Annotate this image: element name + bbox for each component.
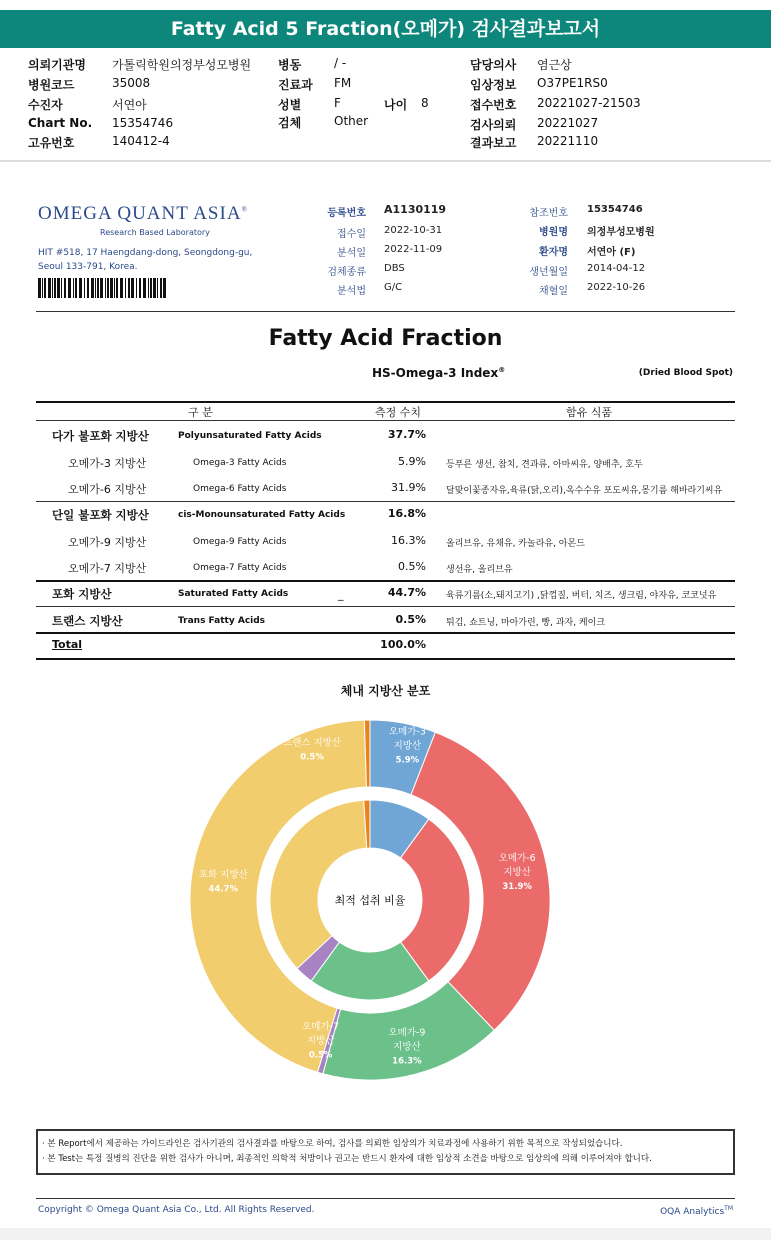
barcode-bar — [148, 278, 149, 298]
row-value: 16.3% — [391, 534, 426, 547]
age-label: 나이 — [384, 98, 408, 112]
donut-label-4: 포화 지방산 — [198, 869, 248, 881]
oqa-text: OQA Analytics — [660, 1207, 725, 1217]
recv-date-value: 2022-10-31 — [384, 225, 443, 236]
method-label: 분석법 — [337, 286, 366, 297]
barcode-bar — [38, 278, 41, 298]
receipt-value: 20221027-21503 — [537, 96, 641, 110]
lab-name: OMEGA QUANT ASIA — [38, 203, 242, 224]
clinical-label: 임상정보 — [470, 78, 517, 92]
oqa-analytics — [660, 1205, 733, 1217]
spec-type-value: DBS — [384, 263, 405, 274]
row-food: 등푸른 생선, 참치, 견과류, 아마씨유, 양배추, 호두 — [446, 460, 643, 470]
lab-reg-mark: ® — [241, 205, 248, 214]
lab-address-line2: Seoul 133-791, Korea. — [38, 262, 138, 272]
row-food: 생선유, 올리브유 — [446, 565, 513, 575]
table-header-rule — [36, 420, 735, 421]
barcode-bar — [52, 278, 53, 298]
row-value: 0.5% — [395, 613, 426, 626]
disclaimer-box — [36, 1129, 735, 1175]
bottom-band — [0, 1228, 771, 1240]
spec-type-label: 검체종류 — [327, 267, 366, 278]
row-category-ko: 단일 불포화 지방산 — [52, 508, 149, 522]
row-category-en: Polyunsaturated Fatty Acids — [178, 431, 322, 441]
patient-value: 서연아 — [112, 98, 147, 112]
row-category-en: Omega-7 Fatty Acids — [193, 563, 287, 573]
patient-name-label: 환자명 — [539, 247, 568, 258]
barcode-bar — [143, 278, 146, 298]
row-category-ko: 포화 지방산 — [52, 587, 112, 601]
row-category-en: Omega-6 Fatty Acids — [193, 484, 287, 494]
row-rule — [36, 580, 735, 582]
chart-no-value: 15354746 — [112, 116, 174, 130]
specimen-label: 검체 — [278, 116, 302, 130]
draw-date-value: 2022-10-26 — [587, 282, 646, 293]
lab-address-line1: HIT #518, 17 Haengdang-dong, Seongdong-gu, — [38, 248, 253, 258]
row-value: 0.5% — [398, 560, 426, 573]
index-reg-mark: ® — [498, 366, 506, 374]
lab-logo — [38, 203, 248, 225]
age-value: 8 — [421, 96, 429, 110]
row-category-en: Saturated Fatty Acids — [178, 589, 289, 599]
barcode-bar — [95, 278, 96, 298]
col-food-header: 함유 식품 — [566, 406, 613, 419]
row-food: 육류기름(소,돼지고기) ,닭껍질, 버터, 치즈, 생크림, 야자유, 코코넛유 — [446, 591, 717, 601]
institution-label: 의뢰기관명 — [28, 58, 86, 72]
copyright: Copyright © Omega Quant Asia Co., Ltd. All Rights Reserved. — [38, 1205, 315, 1215]
barcode-bar — [125, 278, 126, 298]
donut-label-1: 지방산 — [503, 866, 531, 878]
request-value: 20221027 — [537, 116, 599, 130]
donut-center-label: 최적 섭취 비율 — [334, 894, 406, 907]
row-value: 31.9% — [391, 481, 426, 494]
reg-no-value: A1130119 — [384, 203, 447, 216]
sat-marker: _ — [338, 588, 344, 601]
donut-label-5: 0.5% — [300, 752, 324, 763]
fatty-acid-donut-chart — [170, 700, 570, 1100]
index-title-text: HS-Omega-3 Index — [372, 366, 499, 380]
barcode-bar — [107, 278, 109, 298]
donut-label-0: 5.9% — [395, 755, 420, 766]
row-category-ko: 오메가-3 지방산 — [68, 457, 147, 470]
report-title: Fatty Acid 5 Fraction(오메가) 검사결과보고서 — [0, 10, 771, 48]
barcode-bar — [120, 278, 123, 298]
disclaimer-line-1: · 본 Report에서 제공하는 가이드라인은 검사기관의 검사결과를 바탕으로 하여, 검사를 의뢰한 임상의가 치료과정에 사용하기 위한 목적으로 작성되었습니다. — [42, 1139, 623, 1149]
patient-name-value: 서연아 (F) — [587, 247, 636, 258]
barcode-bar — [157, 278, 158, 298]
col-category-header: 구 분 — [188, 406, 213, 419]
barcode-bar — [87, 278, 89, 298]
donut-label-4: 44.7% — [208, 884, 239, 895]
barcode-bar — [42, 278, 43, 298]
barcode-bar — [61, 278, 62, 298]
barcode-bar — [64, 278, 66, 298]
sex-label: 성별 — [278, 98, 302, 112]
barcode-bar — [128, 278, 130, 298]
barcode-bar — [73, 278, 74, 298]
method-value: G/C — [384, 282, 403, 293]
row-category-ko: 오메가-6 지방산 — [68, 483, 147, 496]
col-value-header: 측정 수치 — [375, 406, 422, 419]
row-category-ko: 트랜스 지방산 — [52, 614, 123, 628]
hospital-code-label: 병원코드 — [28, 78, 75, 92]
chart-title: 체내 지방산 분포 — [340, 684, 431, 698]
row-rule — [36, 501, 735, 502]
barcode-bar — [54, 278, 56, 298]
barcode-bar — [91, 278, 94, 298]
row-value: 37.7% — [387, 428, 426, 441]
doctor-value: 염근상 — [537, 58, 572, 72]
sex-value: F — [334, 96, 341, 110]
barcode-bar — [48, 278, 51, 298]
draw-date-label: 채혈일 — [539, 286, 568, 297]
donut-label-2: 오메가-9 — [388, 1027, 426, 1039]
donut-label-5: 트랜스 지방산 — [283, 737, 342, 749]
dept-label: 진료과 — [278, 78, 313, 92]
barcode-bar — [75, 278, 77, 298]
dbs-note: (Dried Blood Spot) — [638, 368, 733, 378]
barcode-bar — [153, 278, 156, 298]
ward-label: 병동 — [278, 58, 302, 72]
donut-label-2: 지방산 — [393, 1041, 421, 1053]
row-value: 16.8% — [387, 507, 426, 520]
barcode-bar — [84, 278, 85, 298]
row-category-en: Omega-3 Fatty Acids — [193, 458, 287, 468]
unique-no-value: 140412-4 — [112, 134, 170, 148]
barcode-bar — [110, 278, 113, 298]
patient-label: 수진자 — [28, 98, 63, 112]
ward-value: / - — [334, 56, 347, 70]
row-category-en: cis-Monounsaturated Fatty Acids — [178, 510, 346, 520]
donut-label-2: 16.3% — [392, 1056, 422, 1067]
request-label: 검사의뢰 — [470, 118, 517, 132]
dob-value: 2014-04-12 — [587, 263, 646, 274]
row-category-ko: 다가 불포화 지방산 — [52, 429, 149, 443]
barcode-bar — [160, 278, 162, 298]
barcode-bar — [114, 278, 115, 298]
disclaimer-line-2: · 본 Test는 특정 질병의 진단을 위한 검사가 아니며, 최종적인 의학적 처방이나 권고는 반드시 환자에 대한 임상적 소견을 바탕으로 임상의에 의해 이루어져야 합니다. — [42, 1154, 652, 1164]
total-label: Total — [52, 638, 83, 651]
table-top-rule — [36, 401, 735, 403]
main-title: Fatty Acid Fraction — [268, 326, 503, 351]
barcode-bar — [139, 278, 141, 298]
hosp-name-label: 병원명 — [539, 227, 568, 238]
row-food: 튀김, 쇼트닝, 마아가린, 빵, 과자, 케이크 — [446, 618, 606, 628]
hosp-name-value: 의정부성모병원 — [587, 227, 655, 238]
analysis-date-label: 분석일 — [337, 248, 366, 259]
row-value: 44.7% — [387, 586, 426, 599]
row-category-ko: 오메가-7 지방산 — [68, 562, 147, 575]
recv-date-label: 접수일 — [337, 229, 366, 240]
donut-label-0: 오메가-3 — [388, 726, 426, 738]
donut-label-3: 0.5% — [308, 1050, 333, 1061]
analysis-date-value: 2022-11-09 — [384, 244, 443, 255]
barcode-bar — [136, 278, 137, 298]
receipt-label: 접수번호 — [470, 98, 517, 112]
footer-rule — [36, 1198, 735, 1199]
clinical-value: O37PE1RS0 — [537, 76, 608, 90]
index-title — [372, 366, 505, 380]
row-food: 달맞이꽃종자유,육류(닭,오리),옥수수유 포도씨유,몽기름 해바라기씨유 — [446, 486, 723, 496]
unique-no-label: 고유번호 — [28, 136, 75, 150]
total-top-rule — [36, 632, 735, 634]
ref-no-value: 15354746 — [587, 204, 643, 215]
doctor-label: 담당의사 — [470, 58, 517, 72]
ref-no-label: 참조번호 — [529, 208, 568, 219]
barcode-bar — [150, 278, 152, 298]
row-category-en: Trans Fatty Acids — [178, 616, 266, 626]
hospital-code-value: 35008 — [112, 76, 151, 90]
barcode-bar — [116, 278, 118, 298]
section-rule — [36, 311, 735, 312]
dept-value: FM — [334, 76, 352, 90]
donut-label-1: 31.9% — [502, 881, 532, 892]
barcode-bar — [100, 278, 103, 298]
oqa-tm: TM — [724, 1205, 733, 1212]
donut-label-1: 오메가-6 — [498, 852, 536, 864]
barcode-bar — [105, 278, 106, 298]
table-bottom-rule — [36, 658, 735, 660]
barcode-bar — [57, 278, 60, 298]
row-food: 올리브유, 유채유, 카놀라유, 아몬드 — [446, 539, 585, 549]
lab-subtitle: Research Based Laboratory — [100, 228, 210, 237]
row-value: 5.9% — [398, 455, 426, 468]
donut-label-0: 지방산 — [393, 740, 422, 752]
barcode-bar — [68, 278, 71, 298]
barcode-bar — [97, 278, 99, 298]
barcode-bar — [79, 278, 82, 298]
barcode-bar — [131, 278, 134, 298]
row-category-en: Omega-9 Fatty Acids — [193, 537, 287, 547]
barcode-bar — [163, 278, 166, 298]
total-value: 100.0% — [380, 638, 426, 651]
specimen-value: Other — [334, 114, 369, 128]
institution-value: 가톨릭학원의정부성모병원 — [112, 58, 252, 72]
donut-label-3: 지방산 — [306, 1035, 335, 1047]
dob-label: 생년월일 — [529, 267, 568, 278]
row-category-ko: 오메가-9 지방산 — [68, 536, 147, 549]
lab-address — [38, 246, 252, 274]
header-divider — [0, 160, 771, 162]
barcode-bar — [44, 278, 46, 298]
row-rule — [36, 606, 735, 607]
reg-no-label: 등록번호 — [327, 208, 366, 219]
donut-label-3: 오메가-7 — [302, 1021, 340, 1033]
barcode — [38, 278, 168, 298]
result-label: 결과보고 — [470, 136, 517, 150]
chart-no-label: Chart No. — [28, 116, 93, 130]
result-value: 20221110 — [537, 134, 599, 148]
